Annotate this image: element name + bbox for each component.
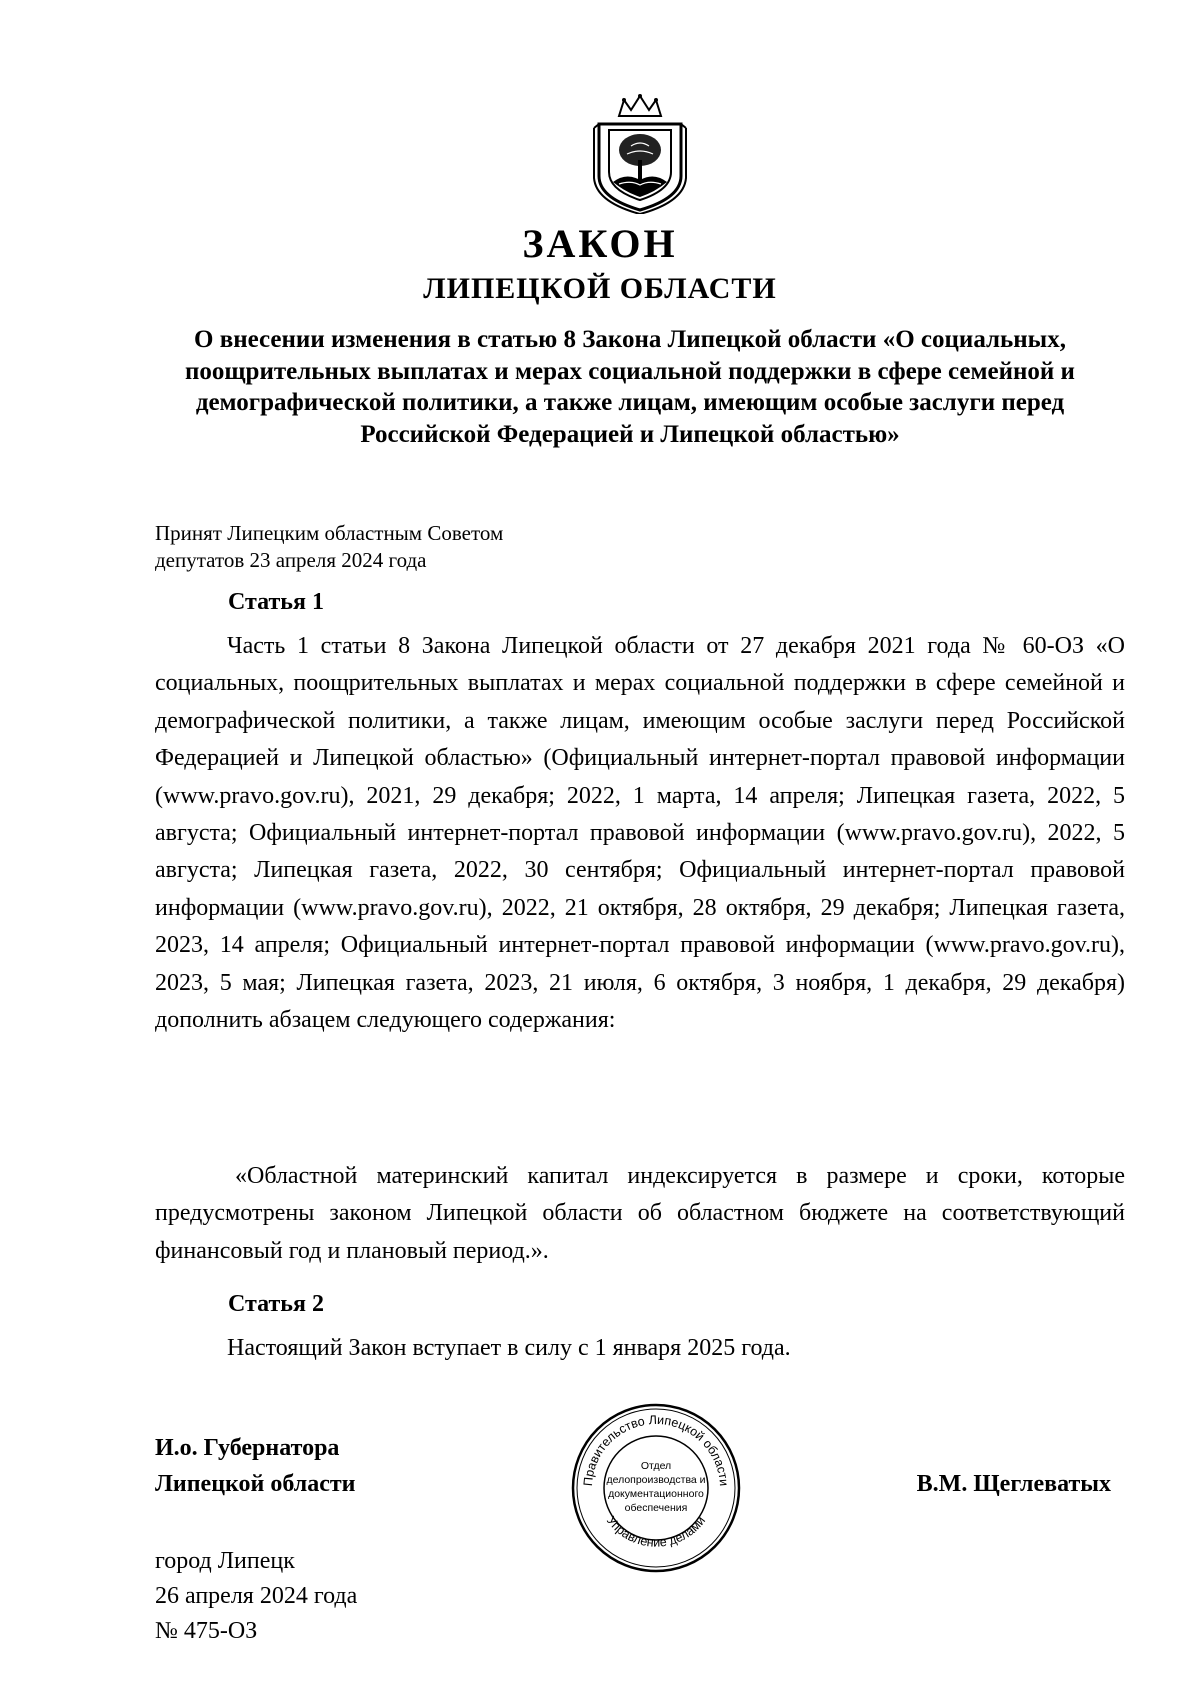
signatory-position-line-2: Липецкой области (155, 1471, 356, 1497)
signatory-position-line-1: И.о. Губернатора (155, 1435, 340, 1461)
stamp-center-line-2: делопроизводства и (606, 1474, 706, 1486)
stamp-center-line-4: обеспечения (624, 1502, 688, 1514)
footer-date: 26 апреля 2024 года (155, 1583, 358, 1609)
signatory-name: В.М. Щеглеватых (916, 1471, 1111, 1497)
article-1-paragraph-1: Часть 1 статьи 8 Закона Липецкой области от 27 декабря 2021 года № 60-ОЗ «О социальных, поощрительных выплатах и мерах социальной поддержки в сфере семейной и демографической политики, а также лицам, имеющим особые заслуги перед Российской Федерацией и Липецкой областью» (Официальный интернет-портал правовой информации (www.pravo.gov.ru), 2021, 29 декабря; 2022, 1 марта, 14 апреля; Липецкая газета, 2022, 5 августа; Официальный интернет-портал правовой информации (www.pravo.gov.ru), 2022, 5 августа; Липецкая газета, 2022, 30 сентября; Официальный интернет-портал правовой информации (www.pravo.gov.ru), 2022, 21 октября, 28 октября, 29 декабря; Липецкая газета, 2023, 14 апреля; Официальный интернет-портал правовой информации (www.pravo.gov.ru), 2023, 5 мая; Липецкая газета, 2023, 21 июля, 6 октября, 3 ноября, 1 декабря, 29 декабря) дополнить абзацем следующего содержания: (155, 633, 1125, 1034)
document-subtitle: ЛИПЕЦКОЙ ОБЛАСТИ (423, 272, 777, 305)
stamp-ring-bottom: Управление делами (603, 1513, 709, 1550)
article-1-paragraph-2: «Областной материнский капитал индексируется в размере и сроки, которые предусмотрены законом Липецкой области об областном бюджете на соответствующий финансовый год и плановый период.». (155, 1163, 1125, 1264)
coat-of-arms-icon (591, 94, 689, 214)
law-title: О внесении изменения в статью 8 Закона Липецкой области «О социальных, поощрительных выплатах и мерах социальной поддержки в сфере семейной и демографической политики, а также лицам, имеющим особые заслуги перед Российской Федерацией и Липецкой областью» (185, 326, 1075, 448)
stamp-center-line-1: Отдел (640, 1460, 672, 1472)
footer-city: город Липецк (155, 1548, 295, 1574)
adoption-line-2: депутатов 23 апреля 2024 года (155, 548, 427, 572)
adoption-line-1: Принят Липецким областным Советом (155, 521, 504, 545)
adoption-note (155, 520, 715, 574)
footer-number: № 475-ОЗ (155, 1618, 258, 1644)
signatory-position (155, 1430, 356, 1502)
article-2-paragraph: Настоящий Закон вступает в силу с 1 января 2025 года. (227, 1335, 791, 1361)
stamp-ring-top: Правительство Липецкой области (580, 1412, 732, 1487)
document-footer (155, 1544, 357, 1649)
official-stamp (570, 1402, 742, 1574)
article-2-heading: Статья 2 (228, 1291, 324, 1317)
article-1-heading: Статья 1 (228, 589, 324, 615)
document-title: ЗАКОН (522, 221, 678, 266)
stamp-center-line-3: документационного (608, 1488, 704, 1500)
